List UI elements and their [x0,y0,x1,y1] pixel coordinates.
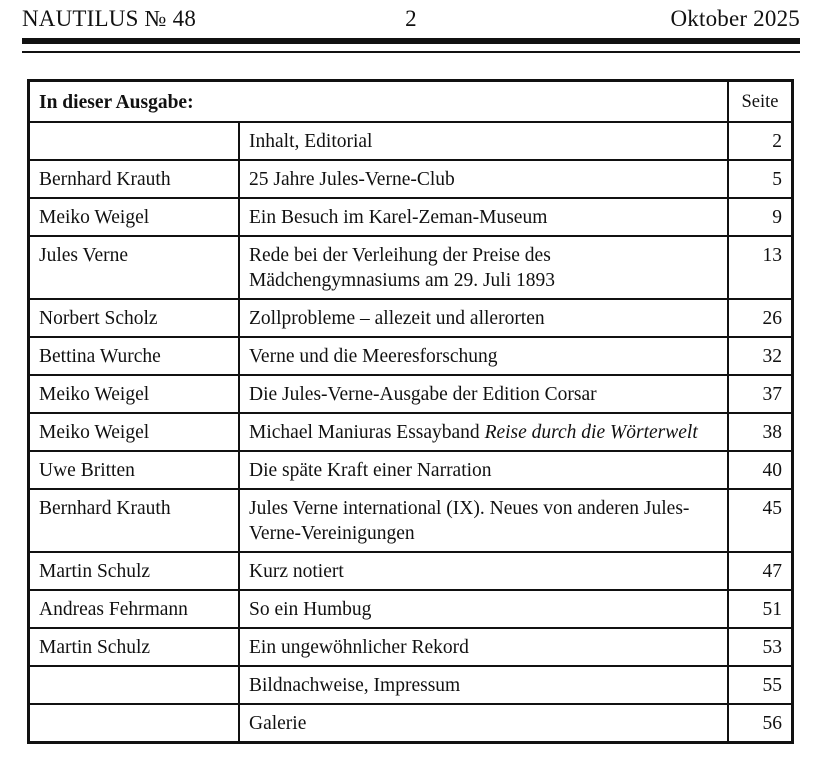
toc-author: Andreas Fehrmann [29,590,240,628]
toc-page: 53 [728,628,793,666]
toc-page: 32 [728,337,793,375]
toc-title: Zollprobleme – allezeit und allerorten [239,299,728,337]
toc-title: 25 Jahre Jules-Verne-Club [239,160,728,198]
issue-date: Oktober 2025 [670,6,800,31]
toc-page: 56 [728,704,793,743]
toc-row [29,160,793,198]
toc-page: 2 [728,122,793,160]
toc-row [29,375,793,413]
toc-author: Meiko Weigel [29,375,240,413]
toc-row [29,236,793,299]
toc-header-row [29,81,793,123]
header-rule-thin [22,51,800,53]
toc-row [29,198,793,236]
toc-row [29,628,793,666]
toc-page: 47 [728,552,793,590]
toc-page: 51 [728,590,793,628]
toc-title: Die Jules-Verne-Ausgabe der Edition Corsar [239,375,728,413]
toc-author: Bettina Wurche [29,337,240,375]
toc-page: 26 [728,299,793,337]
toc-row [29,337,793,375]
toc-title-italic: Reise durch die Wörterwelt [484,422,698,443]
header-rule-thick [22,38,800,44]
toc-title-roman: Michael Maniuras Essayband [249,422,480,443]
toc-title: Bildnachweise, Impressum [239,666,728,704]
toc-page: 5 [728,160,793,198]
toc-row [29,666,793,704]
magazine-title: NAUTILUS № 48 [22,6,197,31]
toc-page-column-header: Seite [728,81,793,123]
toc-title: Galerie [239,704,728,743]
toc-author: Bernhard Krauth [29,160,240,198]
toc-author: Meiko Weigel [29,413,240,451]
toc-title: Ein Besuch im Karel-Zeman-Museum [239,198,728,236]
toc-title: Ein ungewöhnlicher Rekord [239,628,728,666]
toc-author [29,666,240,704]
toc-title: Verne und die Meeresforschung [239,337,728,375]
toc-row [29,552,793,590]
page-number: 2 [405,6,417,31]
table-of-contents [27,79,794,744]
toc-page: 13 [728,236,793,299]
toc-title [239,413,728,451]
toc-row [29,413,793,451]
toc-title: So ein Humbug [239,590,728,628]
toc-row [29,489,793,552]
toc-title: Die späte Kraft einer Narration [239,451,728,489]
toc-row [29,122,793,160]
toc-author: Martin Schulz [29,552,240,590]
page-header [22,6,800,36]
toc-page: 40 [728,451,793,489]
toc-page: 55 [728,666,793,704]
toc-heading: In dieser Ausgabe: [29,81,729,123]
toc-title: Kurz notiert [239,552,728,590]
toc-author: Uwe Britten [29,451,240,489]
toc-page: 45 [728,489,793,552]
toc-row [29,590,793,628]
toc-author: Jules Verne [29,236,240,299]
toc-row [29,299,793,337]
toc-author: Meiko Weigel [29,198,240,236]
toc-author [29,122,240,160]
toc-author: Martin Schulz [29,628,240,666]
toc-author [29,704,240,743]
toc-page: 9 [728,198,793,236]
toc-row [29,704,793,743]
toc-author: Norbert Scholz [29,299,240,337]
toc-row [29,451,793,489]
toc-title: Jules Verne international (IX). Neues von anderen Jules-Verne-Vereinigungen [239,489,728,552]
toc-page: 38 [728,413,793,451]
toc-title: Rede bei der Verleihung der Preise des Mädchengymnasiums am 29. Juli 1893 [239,236,728,299]
toc-author: Bernhard Krauth [29,489,240,552]
toc-page: 37 [728,375,793,413]
toc-title: Inhalt, Editorial [239,122,728,160]
